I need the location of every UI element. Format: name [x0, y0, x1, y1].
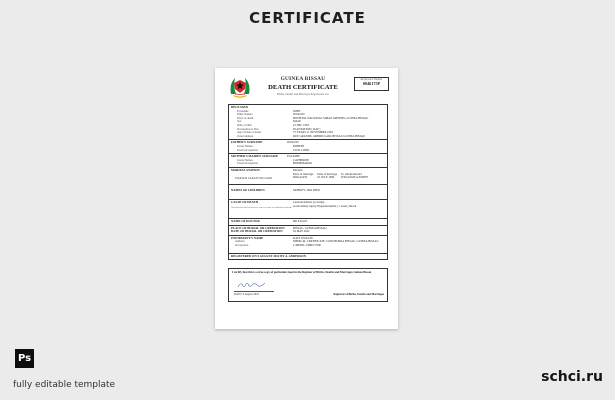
registration-number: 0046175P [362, 81, 381, 86]
field-value: OWACIN [293, 113, 305, 117]
footer-caption: fully editable template [13, 380, 116, 390]
section-heading: PLACE OF BURIAL OR CREMATION [231, 225, 285, 230]
section-heading: MOTHER'S MAIDEN SURNAME [231, 154, 278, 159]
field-value: MALE [293, 120, 302, 124]
field-label: Usual Occupation [237, 148, 258, 152]
field-value: CATHERINE [293, 158, 310, 162]
marital-section [229, 168, 387, 185]
marital-status: Married [293, 167, 303, 172]
field-label: Other Names [237, 113, 253, 117]
children-names: MOBLEY, 1962 DIED [293, 187, 320, 192]
certificate-table [228, 104, 388, 260]
registrar-title: Registrar of Births, Deaths and Marriages [333, 293, 384, 296]
cause-section [229, 200, 387, 219]
section-heading: DECEASED [231, 105, 248, 109]
field-value: JOHN [293, 109, 301, 113]
section-heading: NAME OF DOCTOR [231, 218, 260, 223]
certificate-title: DEATH CERTIFICATE [268, 84, 338, 91]
section-heading: CAUSE OF DEATH [231, 199, 258, 204]
registered-section [229, 254, 387, 260]
field-label: Given Names [237, 144, 253, 148]
field-value: 21 DEC 1963 [293, 123, 309, 127]
burial-place: BISSAU, GUINEA BISSAU [293, 225, 327, 230]
spouse-name: MARIAM SARAH SOUZARD [235, 175, 273, 180]
certificate-header [255, 76, 351, 96]
burial-section [229, 226, 387, 236]
children-section [229, 185, 387, 200]
field-value: OWACIN [287, 141, 299, 145]
certificate-date: DATE: 9 August 2022 [234, 293, 259, 296]
informant-name: KATE OWACIN [293, 235, 313, 240]
certification-box [228, 268, 388, 302]
signature-icon [237, 281, 267, 289]
section-heading: MARITAL STATION [231, 167, 260, 172]
field-value: ROBERT [293, 144, 305, 148]
section-heading: NAMES OF CHILDREN [231, 187, 265, 192]
signature-line [234, 291, 274, 292]
informant-occupation: C.MEDIC, DIRECTOR [293, 242, 321, 247]
field-value: PLANTATION ( RAP ) [293, 127, 321, 131]
deceased-section [229, 105, 387, 140]
field-label: Occupation [235, 242, 249, 247]
field-value: RUE GRANDE, AMERICCAIR, BISSAU GUINEA BISSAU [293, 134, 366, 138]
registered-line: REGISTERED ON 9 AUGUST 2022 BY A. ANDERSON [231, 253, 306, 258]
mother-section [229, 154, 387, 168]
field-value: HOMEMAKER [293, 162, 312, 166]
field-label: Occupation at Dex [237, 127, 259, 131]
field-label: Address [235, 239, 245, 244]
photoshop-icon: Ps [15, 349, 34, 368]
doctor-name: DR EAGLE [293, 218, 308, 223]
field-row [231, 149, 385, 153]
field-value: FOLASHE [287, 155, 301, 159]
registration-number-box [354, 77, 389, 91]
cause-line: Acute kidney injury, Hypernatraemia ( 1 week ) Shock [293, 203, 357, 208]
informant-section [229, 236, 387, 254]
field-label: Date of birth [237, 123, 252, 127]
marriage-details [293, 173, 385, 180]
field-label: Age at Date of death [237, 131, 261, 135]
place-of-marriage: DOGASUN [293, 175, 308, 180]
cause-line: Cerebral malaria (4 weeks) [293, 199, 325, 204]
registration-label: Registration Number [360, 78, 383, 81]
section-heading: INFORMANT'S NAME [231, 235, 264, 240]
cause-note: Chronological interval between onset of cause of condition and death [231, 206, 292, 209]
date-of-marriage: 01 JULY 1990 [317, 175, 335, 180]
doctor-section [229, 219, 387, 226]
certificate-subtitle: Births, Deaths and Marriages Registration Act [277, 93, 329, 96]
field-label: Given Names [237, 158, 253, 162]
field-label: Sex [237, 120, 242, 124]
field-label: Usual Occupation [237, 162, 258, 166]
certify-text: I certify that this is a true copy of particulars kept in the Register of Births, Deaths and Marriages Guinea Bissau [232, 270, 372, 274]
father-section [229, 140, 387, 154]
death-certificate-document [215, 68, 398, 329]
to-whom-married: WILLIAMS A SMITH [340, 175, 368, 180]
field-value: HOSPITAL NACIONAL SIMAO MENDES, GUINEA BISSAU [293, 116, 369, 120]
field-value: 57 YEARS 11 NOVEMBER 1963 [293, 131, 333, 135]
national-emblem-icon [227, 74, 253, 98]
country-name: GUINEA BISSAU [280, 76, 326, 82]
field-row [231, 135, 385, 139]
field-label: Usual address [237, 134, 254, 138]
to-whom-married-label: To whom married [340, 171, 362, 176]
burial-date: 02 MAY 2022 [293, 229, 310, 234]
field-label: Place of death [237, 116, 254, 120]
date-of-marriage-label: Date of marriage [317, 171, 337, 176]
informant-address: MEDICAL CERTIFICATE, CONCHURRA BISSAU, GUINEA BISSAU [293, 239, 379, 244]
place-of-marriage-label: Place of marriage [293, 171, 314, 176]
section-heading: DATE OF BURIAL OR CREMATION [231, 229, 283, 234]
field-value: CIVIL LORD [293, 148, 310, 152]
section-heading: FATHER'S SURNAME [231, 140, 263, 145]
site-watermark: schci.ru [541, 369, 603, 385]
page-title: CERTIFICATE [249, 9, 366, 27]
field-label: Forename [237, 109, 249, 113]
field-row [231, 162, 385, 166]
